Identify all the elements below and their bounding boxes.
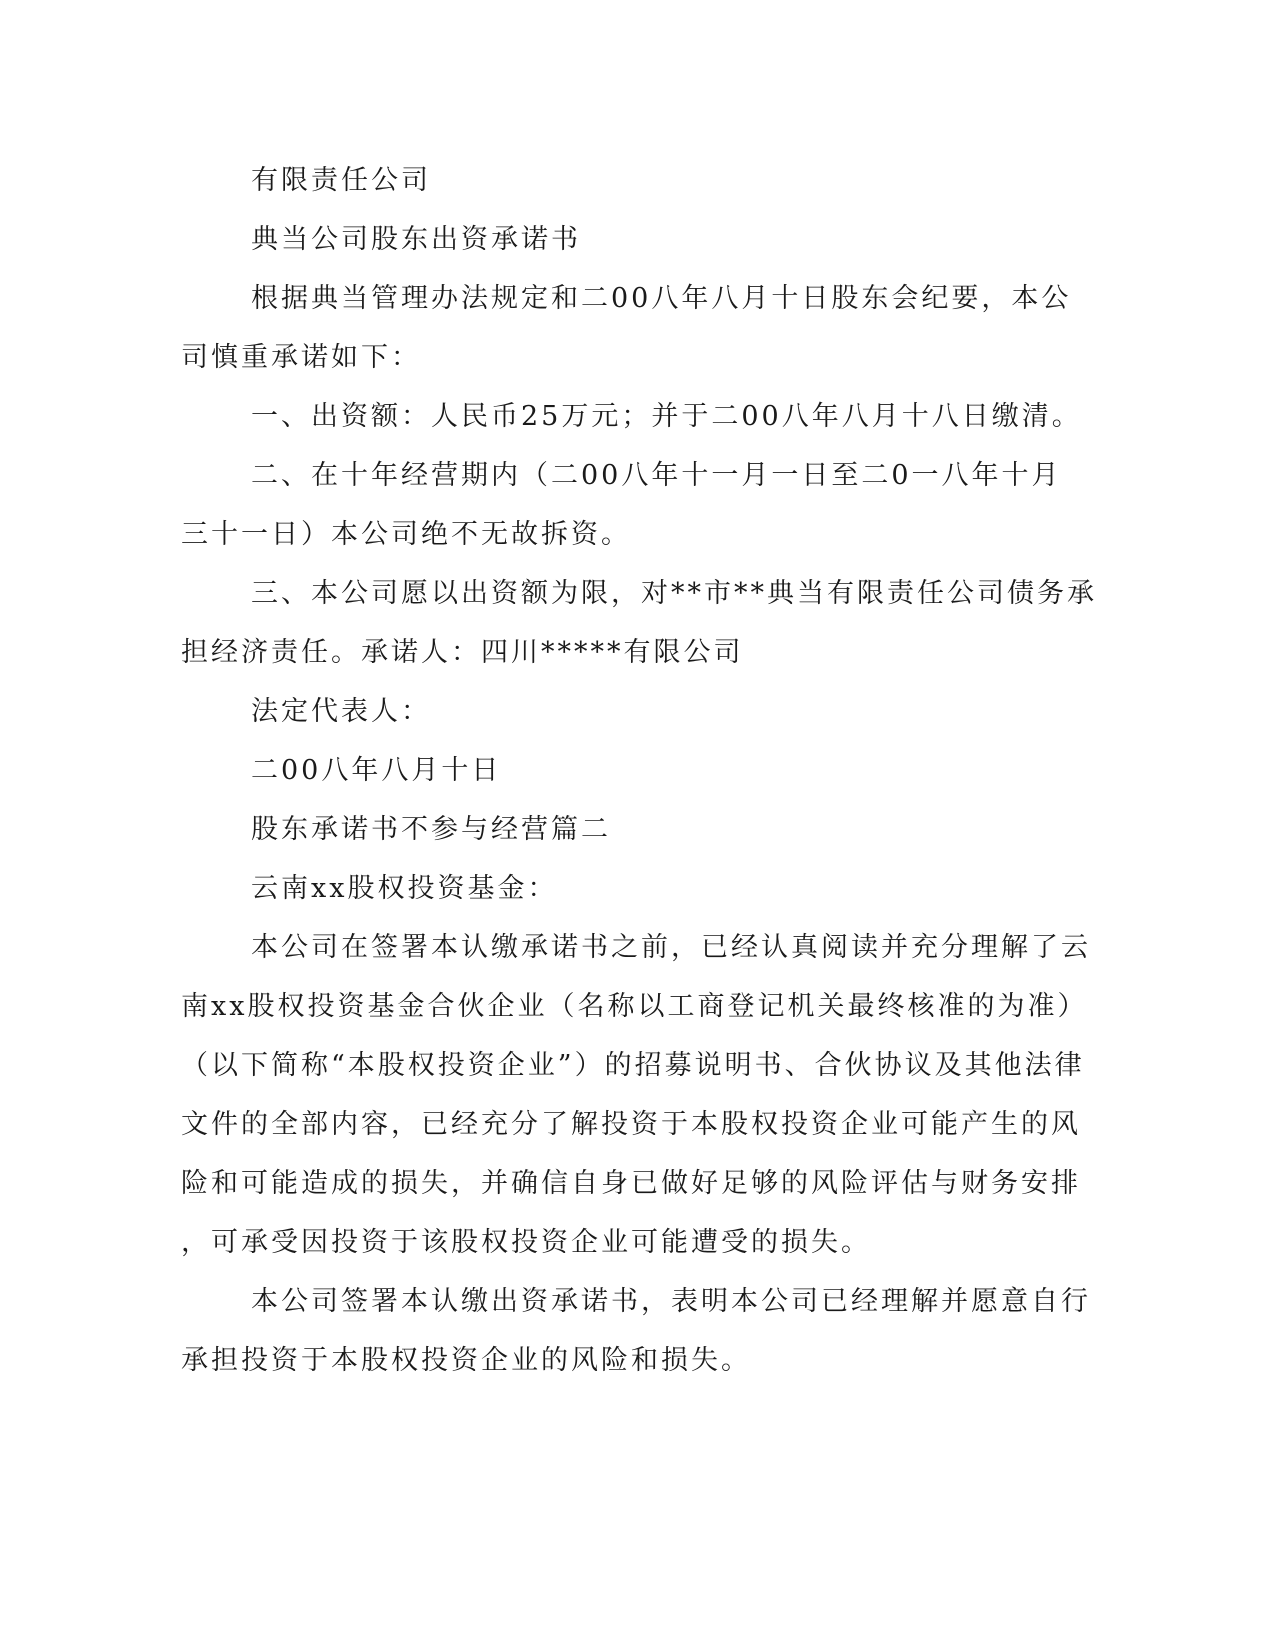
section-title: 股东承诺书不参与经营篇二 bbox=[251, 814, 611, 845]
paragraph-line: 三、本公司愿以出资额为限，对**市**典当有限责任公司债务承 bbox=[251, 578, 1097, 609]
paragraph-line: ，可承受因投资于该股权投资企业可能遭受的损失。 bbox=[181, 1227, 871, 1258]
company-type-line: 有限责任公司 bbox=[251, 165, 431, 196]
paragraph-line: 三十一日）本公司绝不无故拆资。 bbox=[181, 519, 631, 550]
paragraph-line: 一、出资额：人民币25万元；并于二00八年八月十八日缴清。 bbox=[251, 401, 1082, 432]
pledge-title: 典当公司股东出资承诺书 bbox=[251, 224, 581, 255]
paragraph-line: 本公司签署本认缴出资承诺书，表明本公司已经理解并愿意自行 bbox=[251, 1286, 1091, 1317]
date-line: 二00八年八月十日 bbox=[251, 755, 502, 786]
paragraph-line: 文件的全部内容，已经充分了解投资于本股权投资企业可能产生的风 bbox=[181, 1109, 1081, 1140]
paragraph-line: 二、在十年经营期内（二00八年十一月一日至二0一八年十月 bbox=[251, 460, 1062, 491]
paragraph-line: 司慎重承诺如下： bbox=[181, 342, 421, 373]
paragraph-line: 担经济责任。承诺人：四川*****有限公司 bbox=[181, 637, 744, 668]
paragraph-line: 承担投资于本股权投资企业的风险和损失。 bbox=[181, 1345, 751, 1376]
paragraph-line: 南xx股权投资基金合伙企业（名称以工商登记机关最终核准的为准） bbox=[181, 991, 1088, 1022]
legal-representative-line: 法定代表人： bbox=[251, 696, 431, 727]
addressee-line: 云南xx股权投资基金： bbox=[251, 873, 558, 904]
paragraph-line: 根据典当管理办法规定和二00八年八月十日股东会纪要，本公 bbox=[251, 283, 1072, 314]
paragraph-line: 险和可能造成的损失，并确信自身已做好足够的风险评估与财务安排 bbox=[181, 1168, 1081, 1199]
paragraph-line: 本公司在签署本认缴承诺书之前，已经认真阅读并充分理解了云 bbox=[251, 932, 1091, 963]
paragraph-line: （以下简称“本股权投资企业”）的招募说明书、合伙协议及其他法律 bbox=[181, 1050, 1085, 1081]
